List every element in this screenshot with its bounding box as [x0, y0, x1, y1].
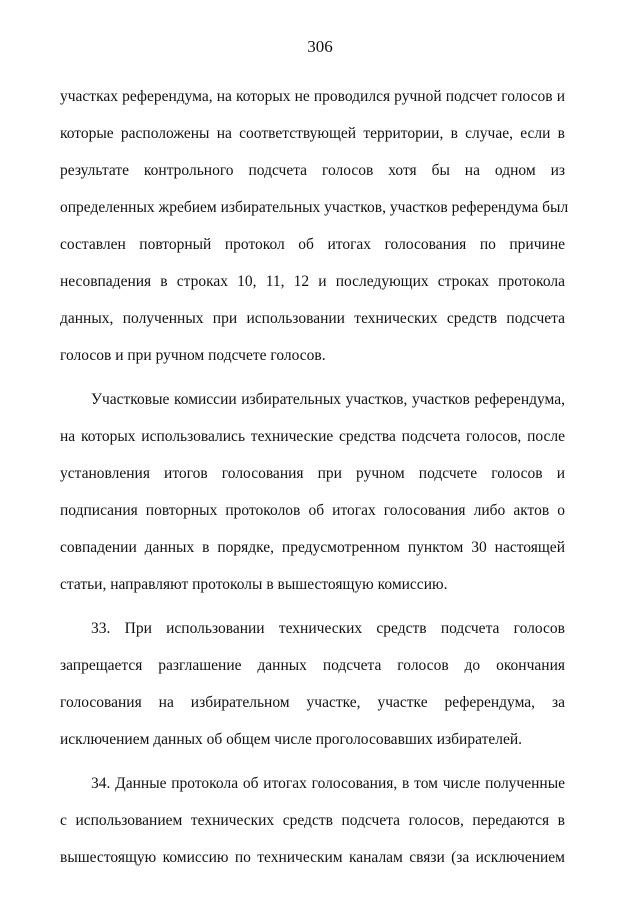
paragraph [60, 381, 565, 603]
text-line: которые расположены на соответствующей территории, в случае, если в [60, 125, 565, 142]
text-line: участках референдума, на которых не проводился ручной подсчет голосов и [60, 88, 565, 105]
page-number: 306 [307, 37, 333, 56]
text-line: определенных жребием избирательных участков, участков референдума был [60, 199, 569, 216]
paragraph [60, 78, 569, 374]
text-line: статьи, направляют протоколы в вышестоящую комиссию. [60, 576, 448, 593]
text-line: данных, полученных при использовании технических средств подсчета [60, 310, 565, 327]
text-line: несовпадения в строках 10, 11, 12 и последующих строках протокола [60, 273, 565, 290]
text-line: на которых использовались технические средства подсчета голосов, после [60, 428, 565, 445]
text-line: голосования на избирательном участке, участке референдума, за [60, 694, 565, 711]
text-line: Участковые комиссии избирательных участков, участков референдума, [91, 391, 565, 408]
text-line: 33. При использовании технических средств подсчета голосов [91, 620, 565, 637]
text-line: результате контрольного подсчета голосов хотя бы на одном из [60, 162, 565, 179]
text-line: голосов и при ручном подсчете голосов. [60, 347, 326, 364]
paragraph [60, 765, 565, 876]
text-line: составлен повторный протокол об итогах голосования по причине [60, 236, 565, 253]
text-line: подписания повторных протоколов об итогах голосования либо актов о [60, 502, 565, 519]
text-line: с использованием технических средств подсчета голосов, передаются в [60, 812, 565, 829]
paragraph [60, 610, 565, 758]
text-line: совпадении данных в порядке, предусмотренном пунктом 30 настоящей [60, 539, 565, 556]
text-line: вышестоящую комиссию по техническим каналам связи (за исключением [60, 849, 565, 866]
text-line: запрещается разглашение данных подсчета голосов до окончания [60, 657, 565, 674]
text-line: исключением данных об общем числе проголосовавших избирателей. [60, 731, 523, 748]
text-line: 34. Данные протокола об итогах голосования, в том числе полученные [91, 775, 565, 792]
text-line: установления итогов голосования при ручном подсчете голосов и [60, 465, 565, 482]
body-text [60, 78, 569, 876]
